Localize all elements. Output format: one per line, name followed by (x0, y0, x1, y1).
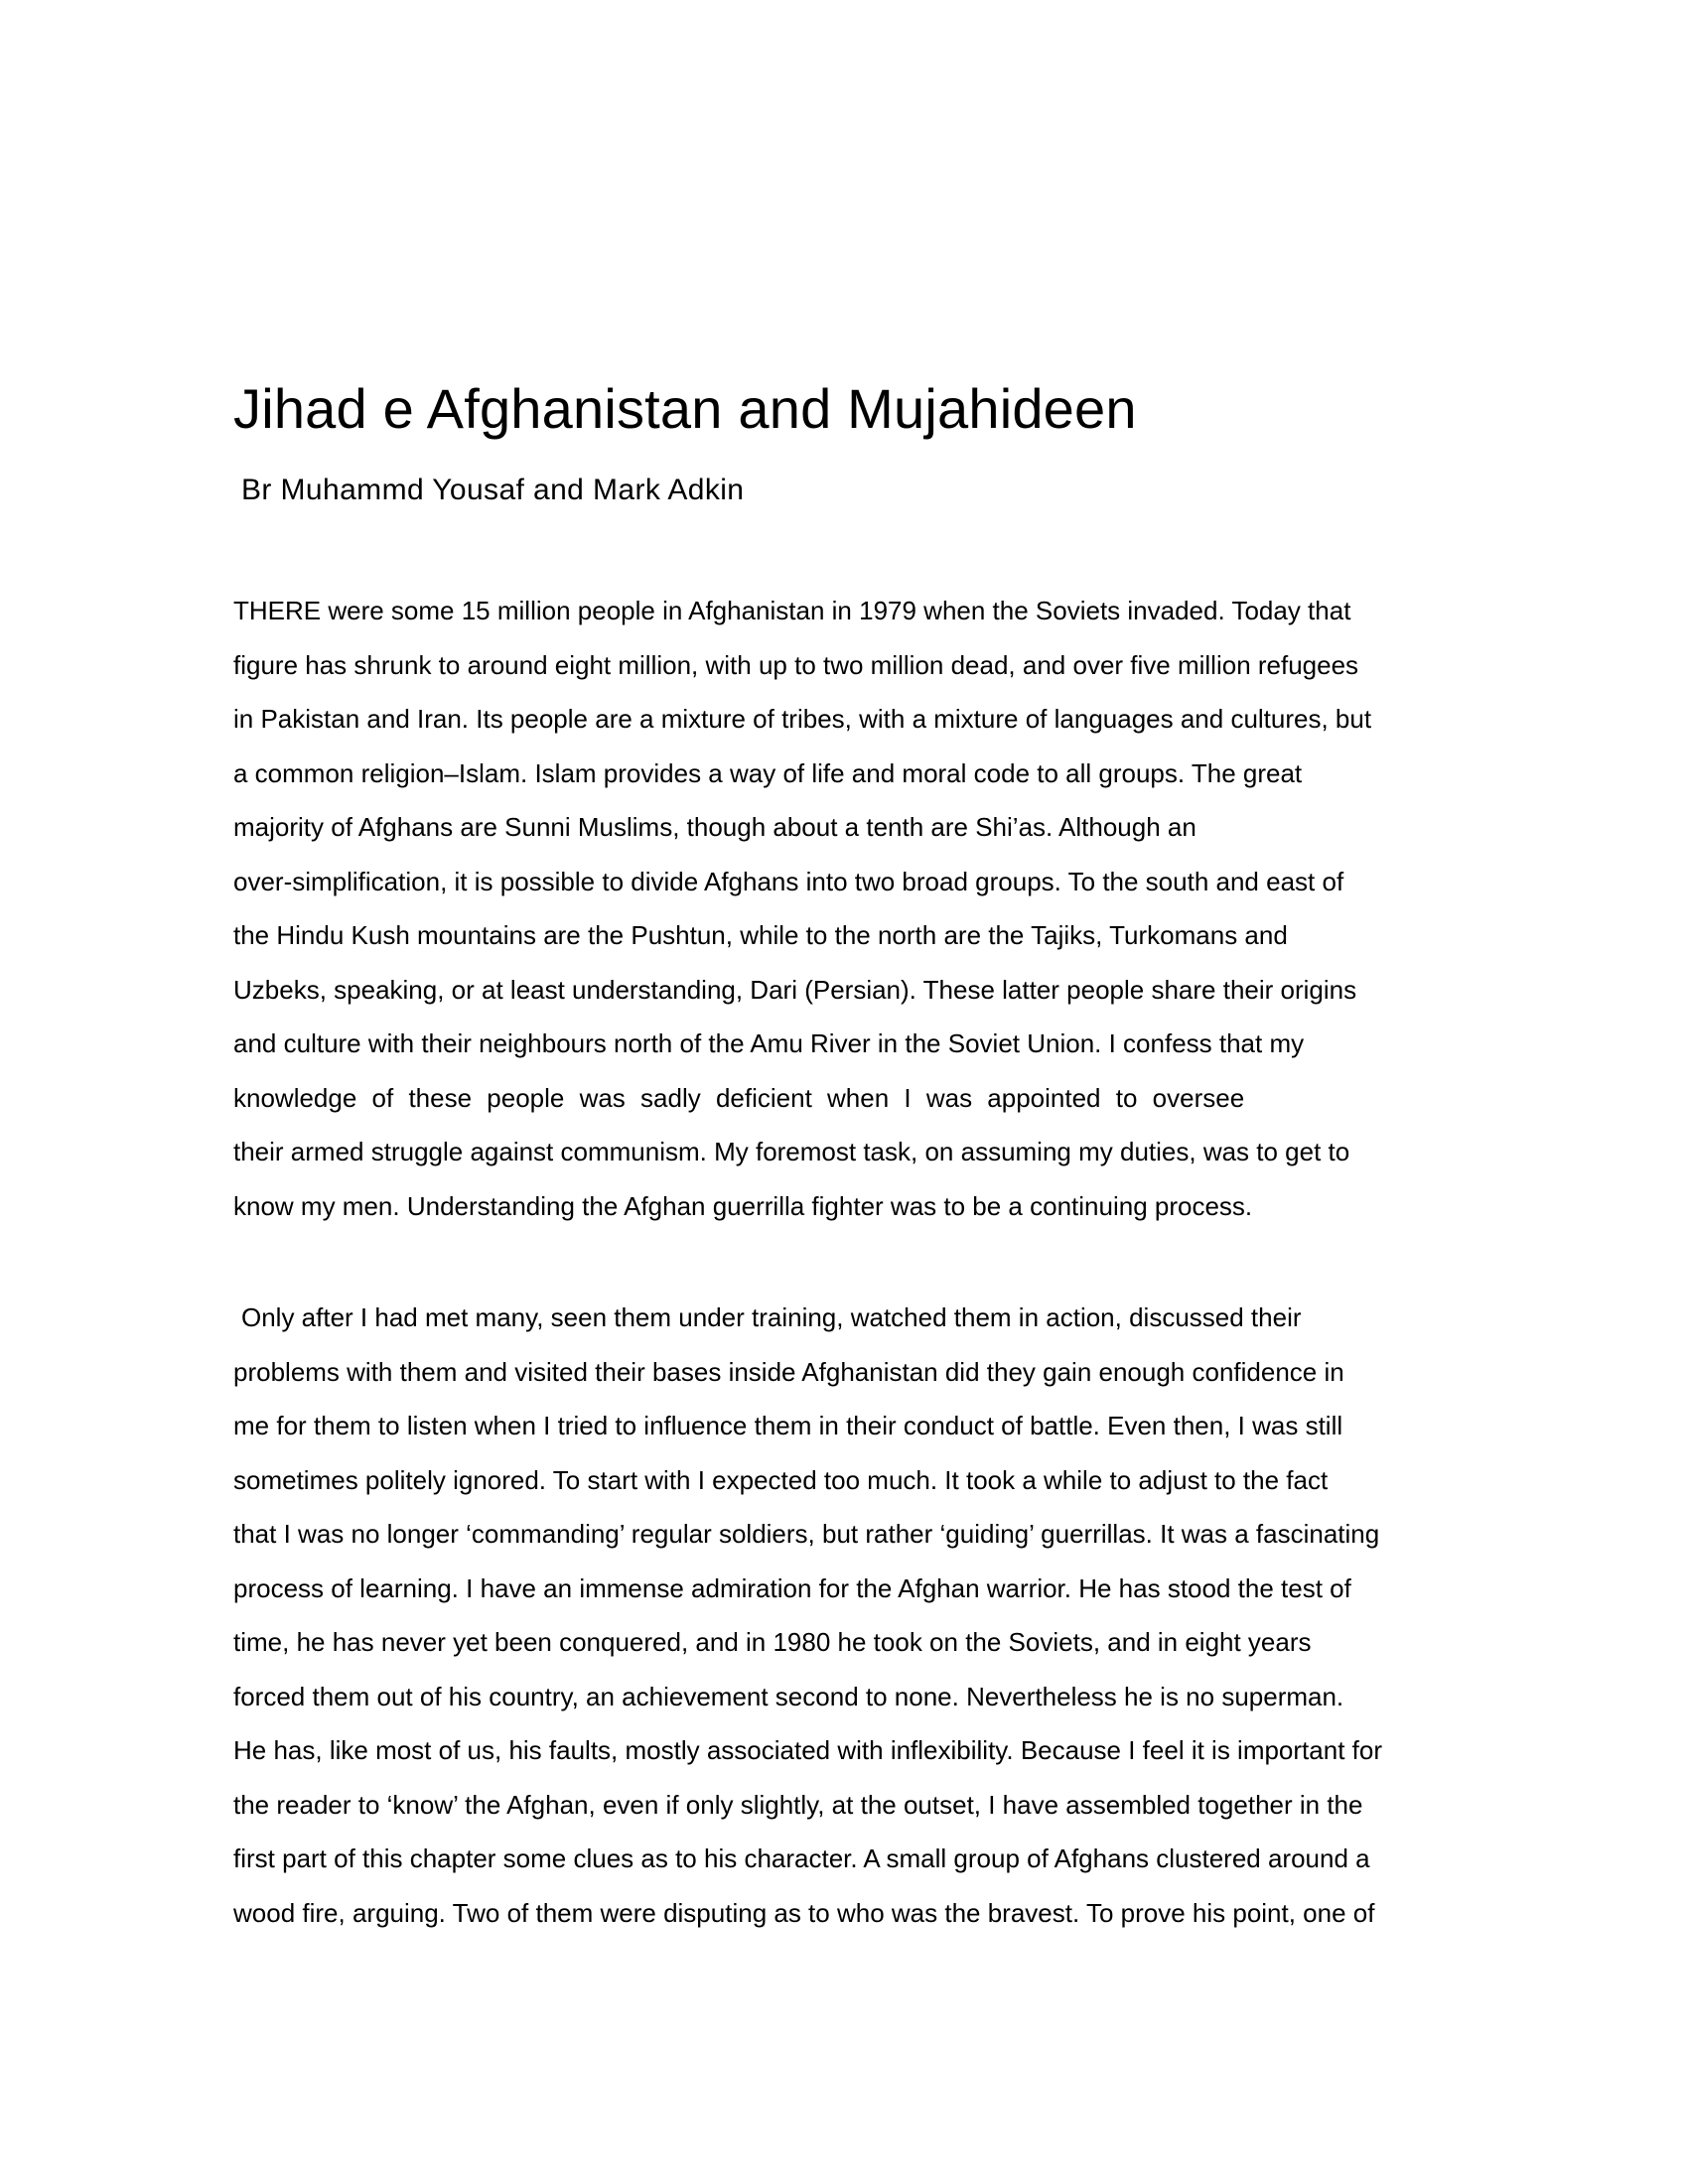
text-line: Only after I had met many, seen them under training, watched them in action, discussed their (241, 1302, 1302, 1332)
text-line: He has, like most of us, his faults, mostly associated with inflexibility. Because I feel it is important for (233, 1735, 1382, 1765)
text-line: know my men. Understanding the Afghan guerrilla fighter was to be a continuing process. (233, 1190, 1253, 1221)
text-line: knowledge of these people was sadly deficient when I was appointed to oversee (233, 1082, 1245, 1113)
text-line: wood fire, arguing. Two of them were disputing as to who was the bravest. To prove his point, one of (233, 1897, 1375, 1928)
text-line: over-simplification, it is possible to divide Afghans into two broad groups. To the south and east of (233, 866, 1344, 896)
text-line: me for them to listen when I tried to influence them in their conduct of battle. Even then, I was still (233, 1411, 1343, 1440)
page-title: Jihad e Afghanistan and Mujahideen (233, 377, 1137, 440)
paragraph-1 (233, 584, 1371, 1233)
text-line: the Hindu Kush mountains are the Pushtun, while to the north are the Tajiks, Turkomans and (233, 920, 1288, 950)
text-line: process of learning. I have an immense admiration for the Afghan warrior. He has stood the test of (233, 1572, 1351, 1603)
text-line: their armed struggle against communism. My foremost task, on assuming my duties, was to get to (233, 1137, 1350, 1166)
text-line: THERE were some 15 million people in Afghanistan in 1979 when the Soviets invaded. Today that (233, 596, 1351, 625)
paragraph-2 (233, 1291, 1382, 1940)
text-line: that I was no longer ‘commanding’ regular soldiers, but rather ‘guiding’ guerrillas. It was a fascinating (233, 1519, 1380, 1549)
author-byline: Br Muhammd Yousaf and Mark Adkin (241, 474, 745, 506)
text-line: the reader to ‘know’ the Afghan, even if only slightly, at the outset, I have assembled together in the (233, 1789, 1363, 1820)
text-line: first part of this chapter some clues as to his character. A small group of Afghans clustered around a (233, 1843, 1370, 1873)
text-line: Uzbeks, speaking, or at least understanding, Dari (Persian). These latter people share their origins (233, 974, 1357, 1005)
text-line: forced them out of his country, an achievement second to none. Nevertheless he is no superman. (233, 1681, 1344, 1711)
text-line: and culture with their neighbours north of the Amu River in the Soviet Union. I confess that my (233, 1028, 1305, 1058)
text-line: majority of Afghans are Sunni Muslims, though about a tenth are Shi’as. Although an (233, 812, 1196, 842)
text-line: figure has shrunk to around eight million, with up to two million dead, and over five million refugees (233, 649, 1359, 680)
text-line: a common religion–Islam. Islam provides a way of life and moral code to all groups. The great (233, 757, 1303, 788)
text-line: time, he has never yet been conquered, and in 1980 he took on the Soviets, and in eight years (233, 1627, 1312, 1657)
text-line: problems with them and visited their bases inside Afghanistan did they gain enough confidence in (233, 1356, 1344, 1387)
text-line: sometimes politely ignored. To start with I expected too much. It took a while to adjust to the fact (233, 1464, 1329, 1495)
text-line: in Pakistan and Iran. Its people are a mixture of tribes, with a mixture of languages and cultures, but (233, 704, 1372, 734)
